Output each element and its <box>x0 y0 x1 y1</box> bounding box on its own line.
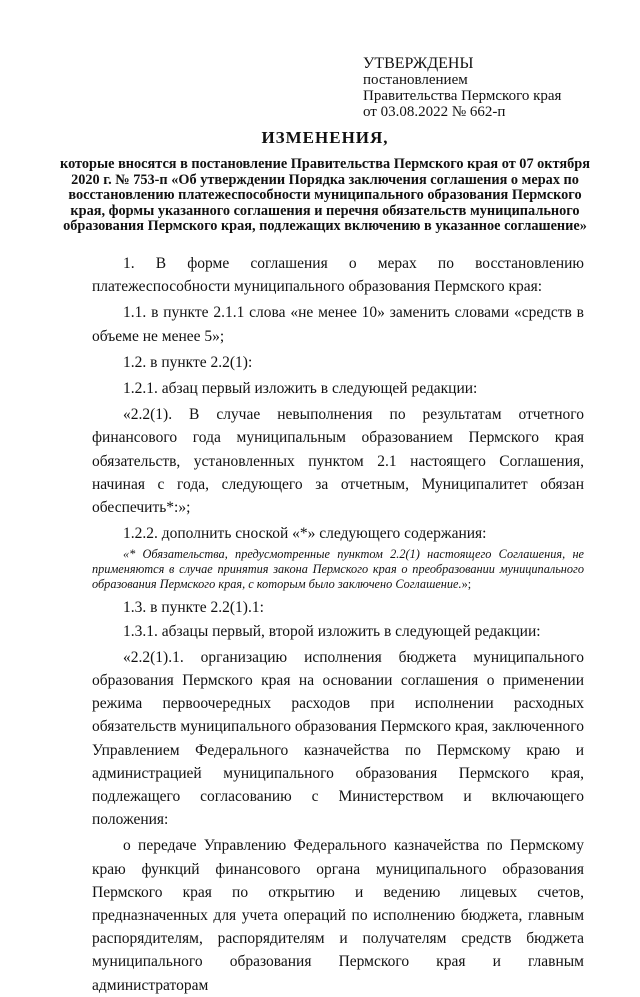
footnote-text <box>92 547 584 592</box>
approval-stamp <box>363 56 561 120</box>
paragraph-1-3: 1.3. в пункте 2.2(1).1: <box>123 599 264 617</box>
quoted-clause-2-2-1-1: «2.2(1).1. организацию исполнения бюджета муниципального образования Пермского края на основании соглашения о применении режима первоочередных расходов при исполнении расходных обязательств муниципального образования Пермского края, заключенного Управлением Федерального казначейства по Пермскому краю и администрацией муниципального образования Пермского края, подлежащего согласованию с Министерством и включающего положения: <box>92 648 584 829</box>
quoted-clause-2-2-1: «2.2(1). В случае невыполнения по результатам отчетного финансового года муниципальным образованием Пермского края обязательств, установленных пунктом 2.1 настоящего Соглашения, начиная с года, следующего за отчетным, Муниципалитет обязан обеспечить*:»; <box>92 406 584 517</box>
document-heading <box>60 128 590 235</box>
approval-title: УТВЕРЖДЕНЫ <box>363 55 474 72</box>
approval-line: от 03.08.2022 № 662-п <box>363 104 506 120</box>
paragraph-1-2: 1.2. в пункте 2.2(1): <box>123 353 253 371</box>
footnote-italic: «* Обязательства, предусмотренные пунктом 2.2(1) настоящего Соглашения, не применяются в случае принятия закона Пермского края о преобразовании муниципального образования Пермского края, с которым было заключено Соглашение. <box>92 547 584 592</box>
paragraph-1-1: 1.1. в пункте 2.1.1 слова «не менее 10» заменить словами «средств в объеме не менее 5»; <box>92 304 584 345</box>
paragraph-1-2-2: 1.2.2. дополнить сноской «*» следующего содержания: <box>123 525 487 543</box>
paragraph-1-3-1: 1.3.1. абзацы первый, второй изложить в следующей редакции: <box>123 622 541 640</box>
footnote-close: »; <box>461 577 472 592</box>
heading-subtitle: которые вносятся в постановление Правительства Пермского края от 07 октября 2020 г. № 753-п «Об утверждении Порядка заключения соглашения о мерах по восстановлению платежеспособности муниципального образования Пермского края, формы указанного соглашения и перечня обязательств муниципального образования Пермского края, подлежащих включению в указанное соглашение» <box>60 156 590 235</box>
paragraph-transfer-functions: о передаче Управлению Федерального казначейства по Пермскому краю функций финансового органа муниципального образования Пермского края по открытию и ведению лицевых счетов, предназначенных для учета операций по исполнению бюджета, главным распорядителям, распорядителям и получателям средств бюджета муниципального образования Пермского края и главным администраторам <box>92 837 584 994</box>
approval-line: Правительства Пермского края <box>363 88 562 104</box>
paragraph-1: 1. В форме соглашения о мерах по восстановлению платежеспособности муниципального образования Пермского края: <box>92 255 584 296</box>
paragraph-1-2-1: 1.2.1. абзац первый изложить в следующей редакции: <box>123 380 478 398</box>
approval-line: постановлением <box>363 72 468 88</box>
document-body <box>92 252 584 997</box>
heading-title: ИЗМЕНЕНИЯ, <box>261 128 389 147</box>
